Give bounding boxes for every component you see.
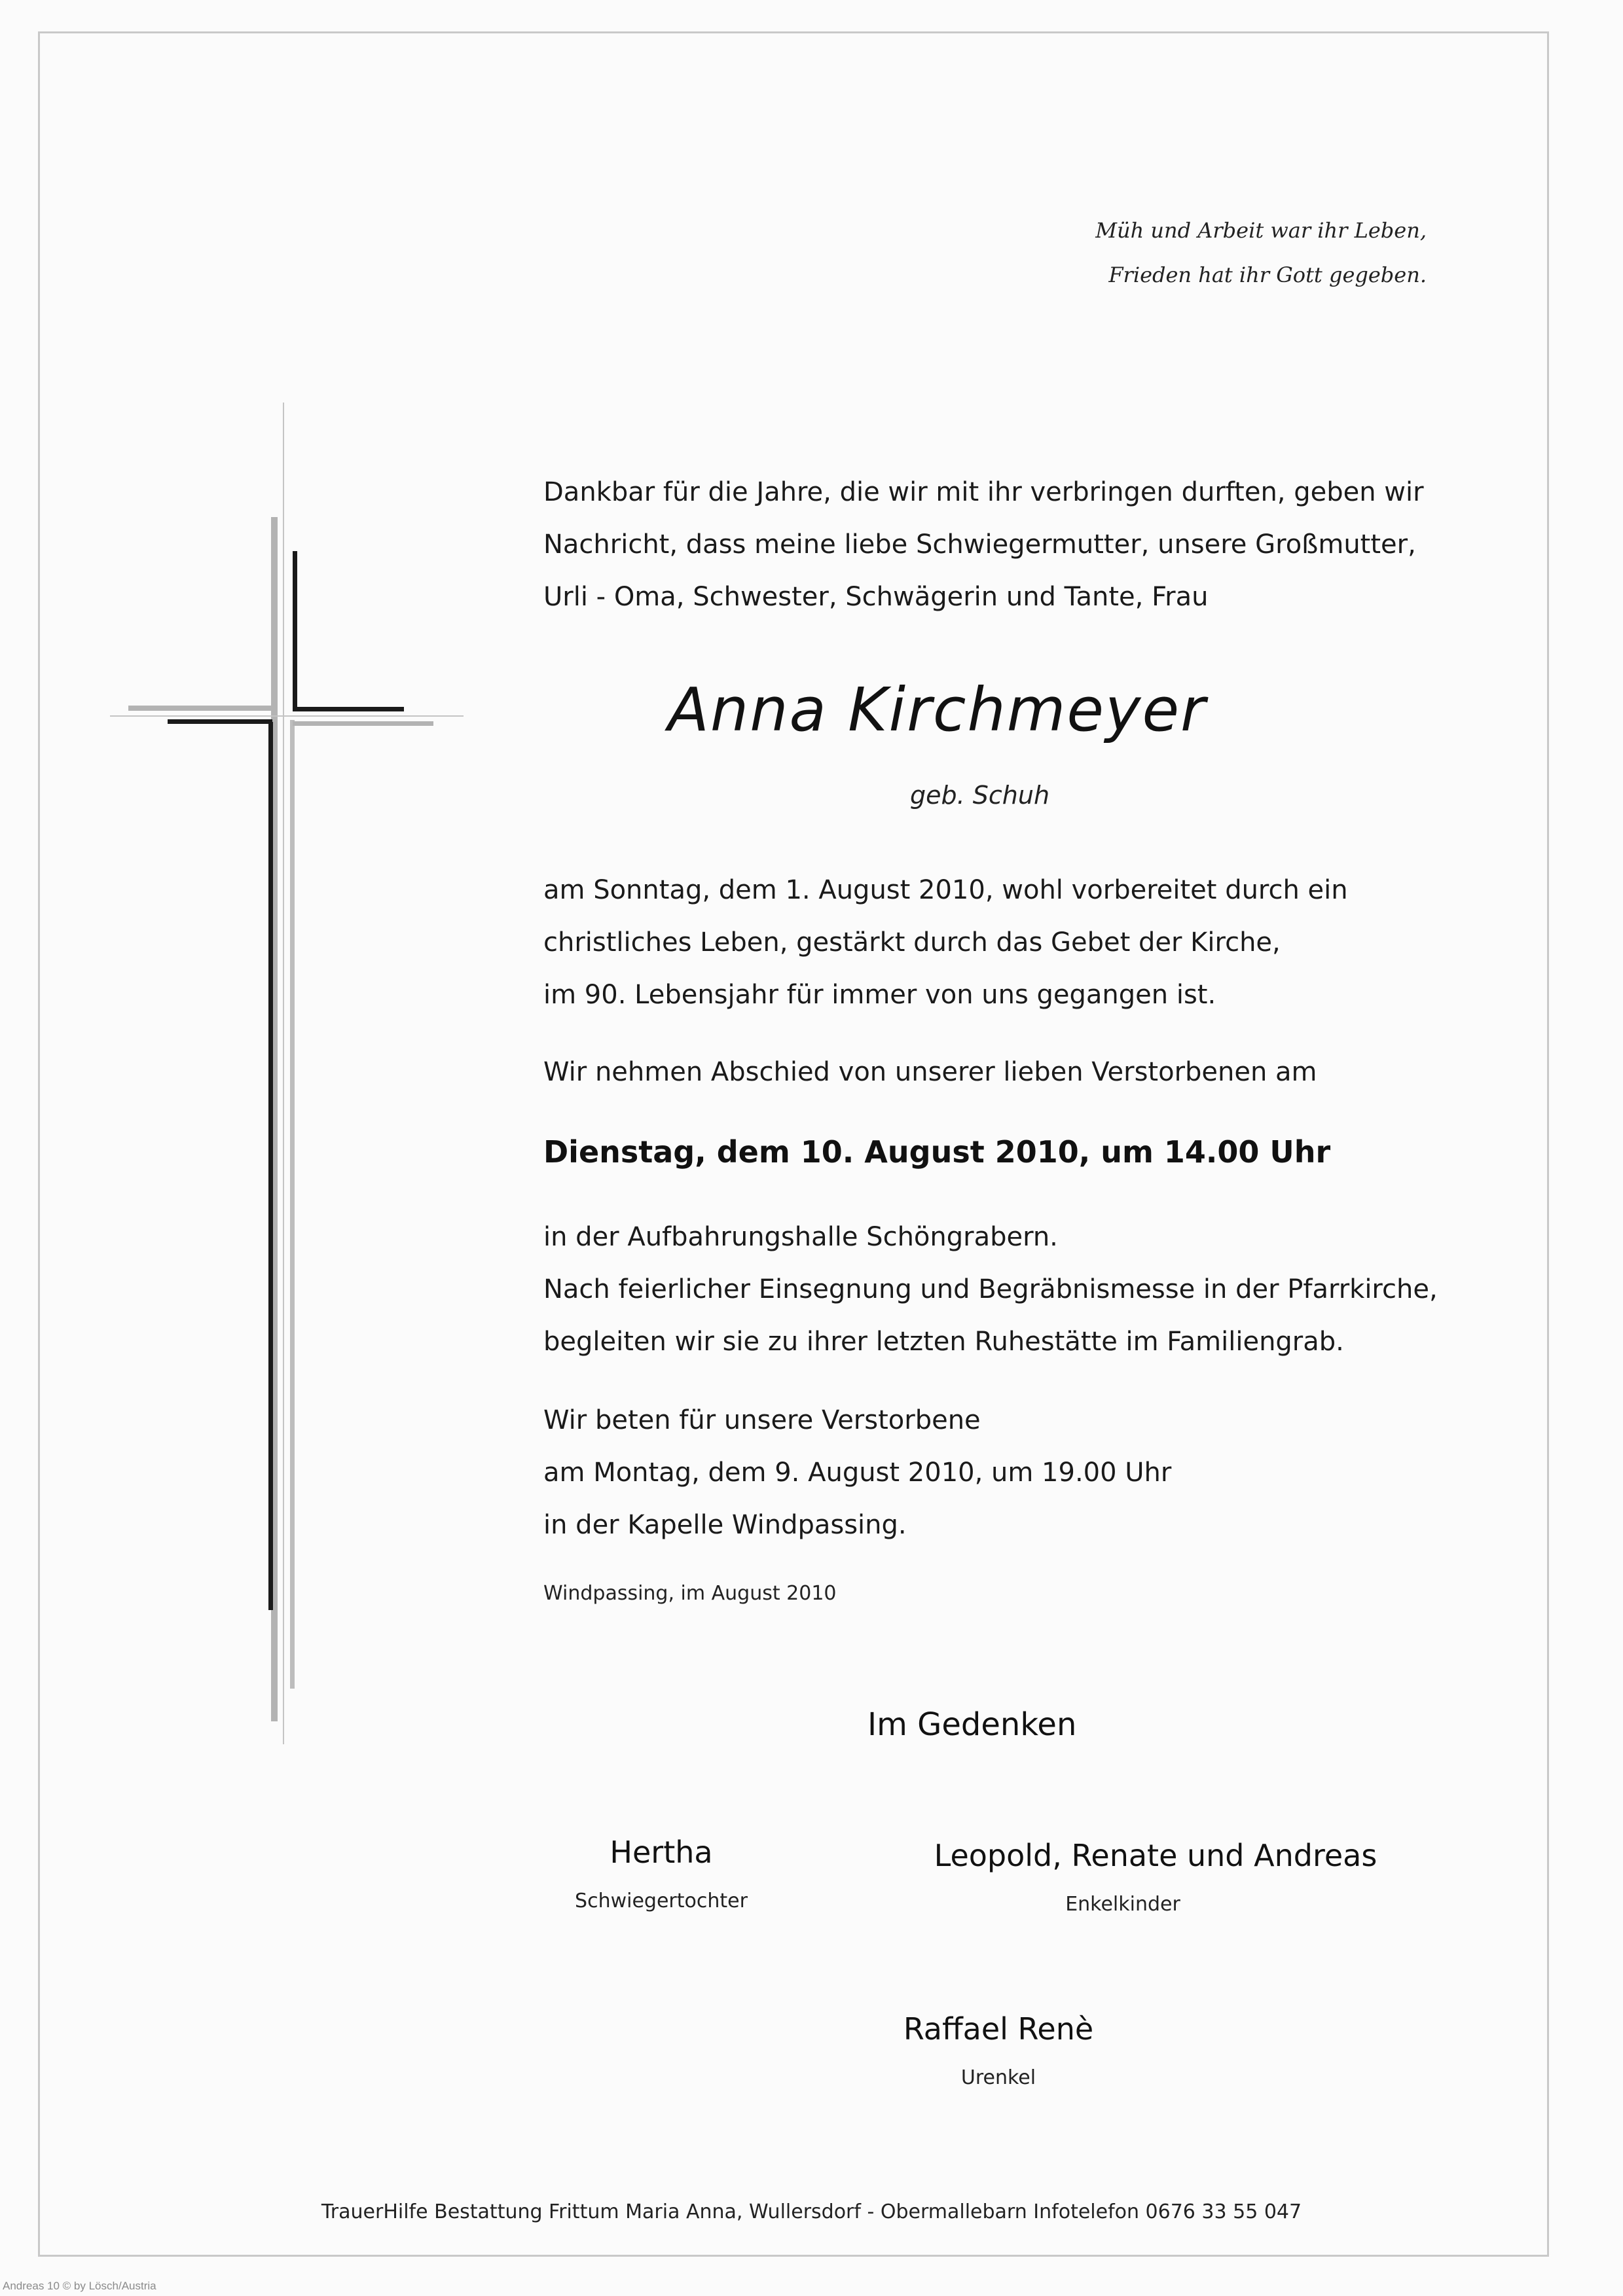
cross-vertical-dark-bottom [268,722,273,1610]
intro-line-3: Urli - Oma, Schwester, Schwägerin und Tante, Frau [543,582,1209,612]
farewell-details [543,1211,1525,1368]
cross-horizontal-dark-left [168,719,272,724]
prayer-line-1: Wir beten für unsere Verstorbene [543,1405,981,1435]
motto [837,208,1427,297]
prayer-notice [543,1394,1525,1551]
mourner-relation-1: Schwiegertochter [575,1890,748,1912]
template-imprint: Andreas 10 © by Lösch/Austria [3,2280,156,2292]
death-notice [543,864,1525,1021]
farewell-intro: Wir nehmen Abschied von unserer lieben Verstorbenen am [543,1057,1317,1087]
funeral-home-footer: TrauerHilfe Bestattung Frittum Maria Anna, Wullersdorf - Obermallebarn Infotelefon 0676 33 55 047 [321,2200,1302,2223]
mourner-name-1: Hertha [610,1835,713,1870]
death-notice-line-3: im 90. Lebensjahr für immer von uns gegangen ist. [543,980,1216,1010]
death-notice-line-2: christliches Leben, gestärkt durch das Gebet der Kirche, [543,927,1281,958]
motto-line-1: Müh und Arbeit war ihr Leben, [1095,218,1427,243]
intro-line-2: Nachricht, dass meine liebe Schwiegermutter, unsere Großmutter, [543,529,1416,560]
mourner-relation-2: Enkelkinder [1065,1893,1180,1916]
remembrance-heading: Im Gedenken [867,1706,1077,1743]
cross-vertical-gray-bottom [290,720,295,1689]
mourner-name-3: Raffael Renè [903,2011,1094,2047]
cross-horizontal-thin [110,715,464,717]
farewell-line-1: in der Aufbahrungshalle Schöngrabern. [543,1222,1058,1252]
prayer-line-3: in der Kapelle Windpassing. [543,1510,907,1540]
farewell-intro-block [543,1046,1525,1098]
cross-vertical-thin [283,403,284,1744]
farewell-date-time: Dienstag, dem 10. August 2010, um 14.00 Uhr [543,1134,1331,1170]
death-notice-line-1: am Sonntag, dem 1. August 2010, wohl vorbereitet durch ein [543,875,1348,905]
cross-horizontal-dark-right [293,707,404,711]
place-date: Windpassing, im August 2010 [543,1582,837,1605]
mourner-name-2: Leopold, Renate und Andreas [934,1838,1377,1873]
intro-line-1: Dankbar für die Jahre, die wir mit ihr verbringen durften, geben wir [543,477,1424,507]
intro-text [543,466,1525,623]
mourner-relation-3: Urenkel [960,2066,1036,2089]
deceased-name: Anna Kirchmeyer [668,675,1207,745]
motto-line-2: Frieden hat ihr Gott gegeben. [1108,262,1427,287]
farewell-line-3: begleiten wir sie zu ihrer letzten Ruhestätte im Familiengrab. [543,1327,1344,1357]
cross-vertical-dark-top [293,551,297,711]
cross-horizontal-gray-right [293,721,433,726]
birth-name: geb. Schuh [910,781,1050,810]
farewell-line-2: Nach feierlicher Einsegnung und Begräbnismesse in der Pfarrkirche, [543,1274,1438,1304]
prayer-line-2: am Montag, dem 9. August 2010, um 19.00 Uhr [543,1458,1172,1488]
cross-horizontal-gray-left [128,706,272,711]
